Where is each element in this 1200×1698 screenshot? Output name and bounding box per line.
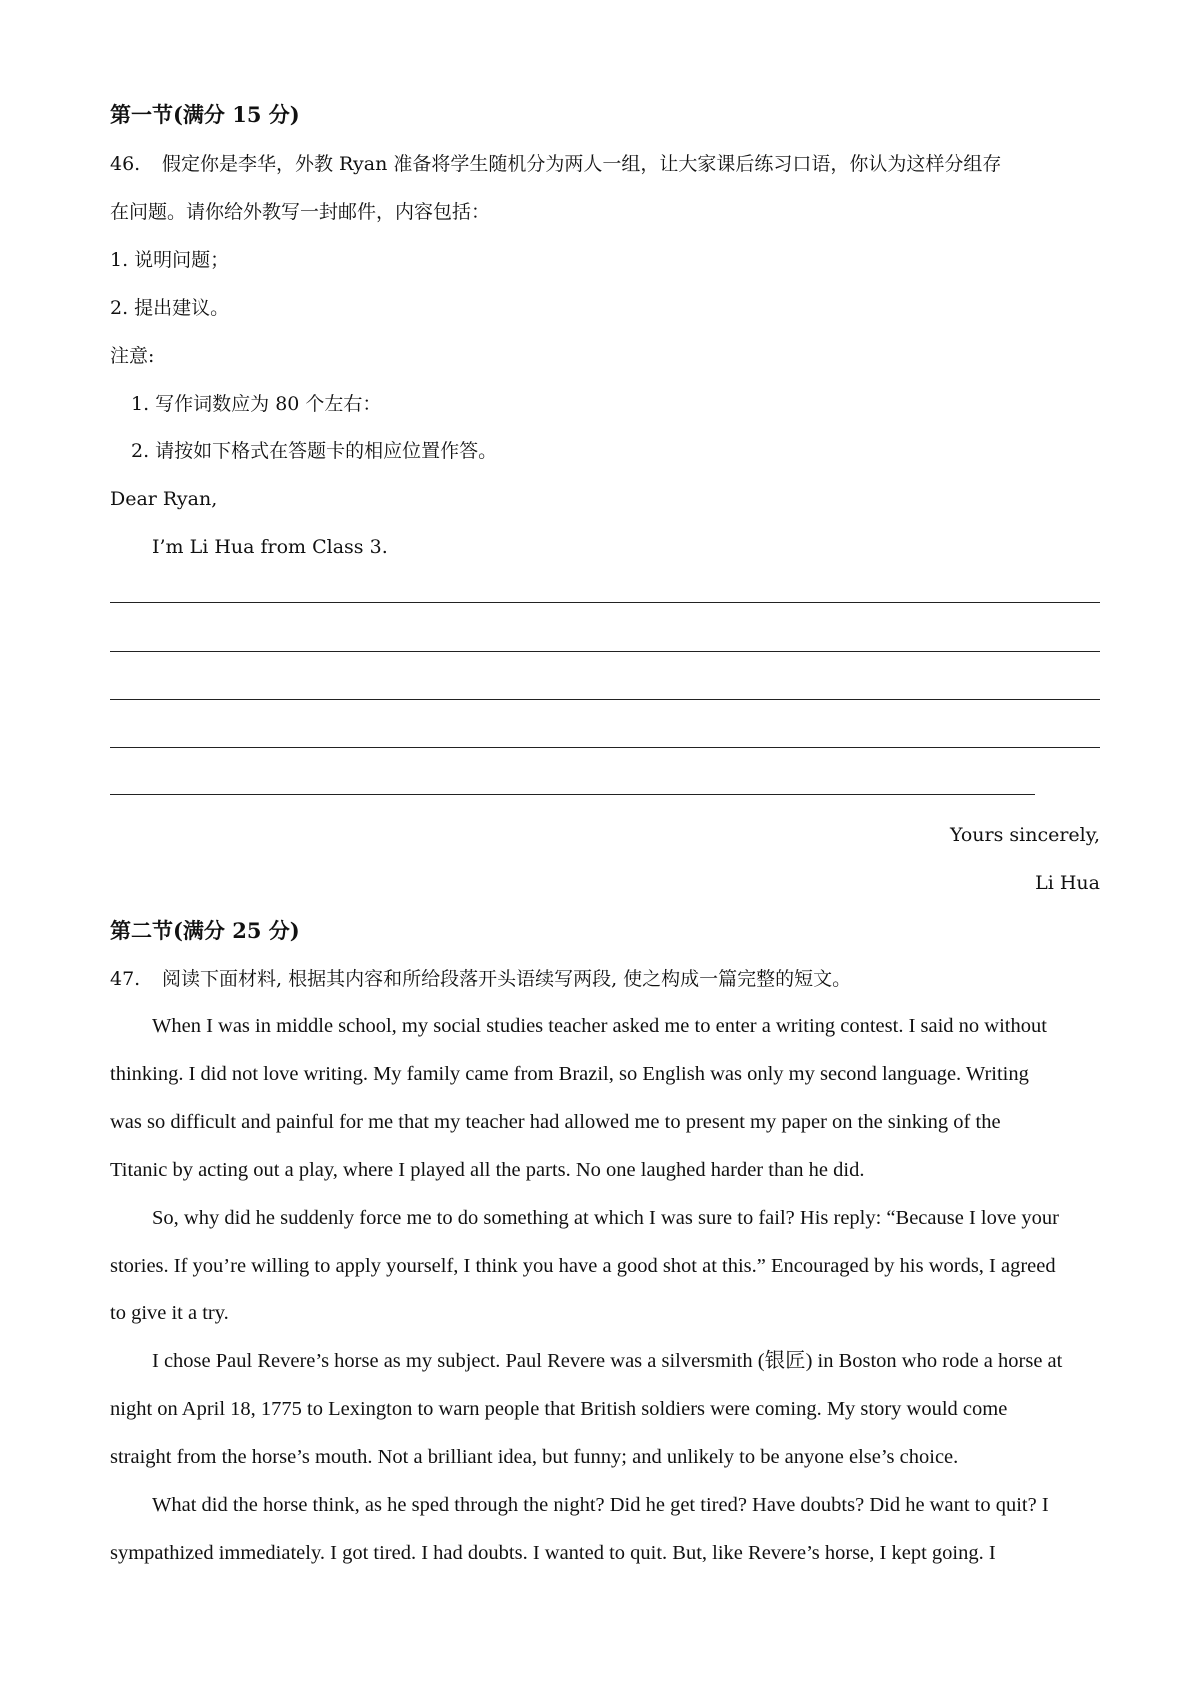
question-number: 47. [110,968,141,990]
question-number: 46. [110,153,141,175]
letter-signature: Li Hua [1035,872,1100,894]
answer-line[interactable] [110,602,1100,603]
notes-label: 注意: [110,345,155,367]
answer-line[interactable] [110,651,1100,652]
passage-line: stories. If you’re willing to apply yourself, I think you have a good shot at this.” Encouraged by his words, I agreed [110,1255,1056,1277]
passage-line: night on April 18, 1775 to Lexington to warn people that British soldiers were coming. My story would come [110,1398,1008,1420]
question-47-instruction [110,966,1100,992]
answer-line[interactable] [110,699,1100,700]
letter-opening: I’m Li Hua from Class 3. [152,536,388,558]
content-item: 1. 说明问题； [110,249,230,271]
instruction-text: 阅读下面材料, 根据其内容和所给段落开头语续写两段, 使之构成一篇完整的短文。 [162,968,852,990]
section-heading-1: 第一节(满分 15 分) [110,102,300,127]
passage-line: So, why did he suddenly force me to do something at which I was sure to fail? His reply: “Because I love your [152,1207,1059,1229]
passage-line: to give it a try. [110,1302,229,1324]
answer-line[interactable] [110,794,1035,795]
passage-line: When I was in middle school, my social studies teacher asked me to enter a writing contest. I said no without [152,1015,1047,1037]
passage-line: Titanic by acting out a play, where I played all the parts. No one laughed harder than he did. [110,1159,865,1181]
note-item: 2. 请按如下格式在答题卡的相应位置作答。 [131,440,498,462]
note-item: 1. 写作词数应为 80 个左右： [131,393,382,415]
letter-closing: Yours sincerely, [949,824,1100,846]
prompt-line: 假定你是李华，外教 Ryan 准备将学生随机分为两人一组，让大家课后练习口语，你认为这样分组存 [162,153,1002,175]
letter-greeting: Dear Ryan, [110,488,218,510]
section-heading-2: 第二节(满分 25 分) [110,918,300,943]
answer-line[interactable] [110,747,1100,748]
passage-line: sympathized immediately. I got tired. I had doubts. I wanted to quit. But, like Revere’s horse, I kept going. I [110,1542,996,1564]
content-item: 2. 提出建议。 [110,297,230,319]
prompt-line: 在问题。请你给外教写一封邮件，内容包括： [110,201,491,223]
passage-line: I chose Paul Revere’s horse as my subject. Paul Revere was a silversmith (银匠) in Boston who rode a horse at [152,1350,1063,1372]
passage-line: was so difficult and painful for me that my teacher had allowed me to present my paper on the sinking of the [110,1111,1001,1133]
question-46-prompt [110,151,1100,177]
passage-line: straight from the horse’s mouth. Not a brilliant idea, but funny; and unlikely to be anyone else’s choice. [110,1446,959,1468]
passage-line: What did the horse think, as he sped through the night? Did he get tired? Have doubts? Did he want to quit? I [152,1494,1049,1516]
passage-line: thinking. I did not love writing. My family came from Brazil, so English was only my second language. Writing [110,1063,1029,1085]
